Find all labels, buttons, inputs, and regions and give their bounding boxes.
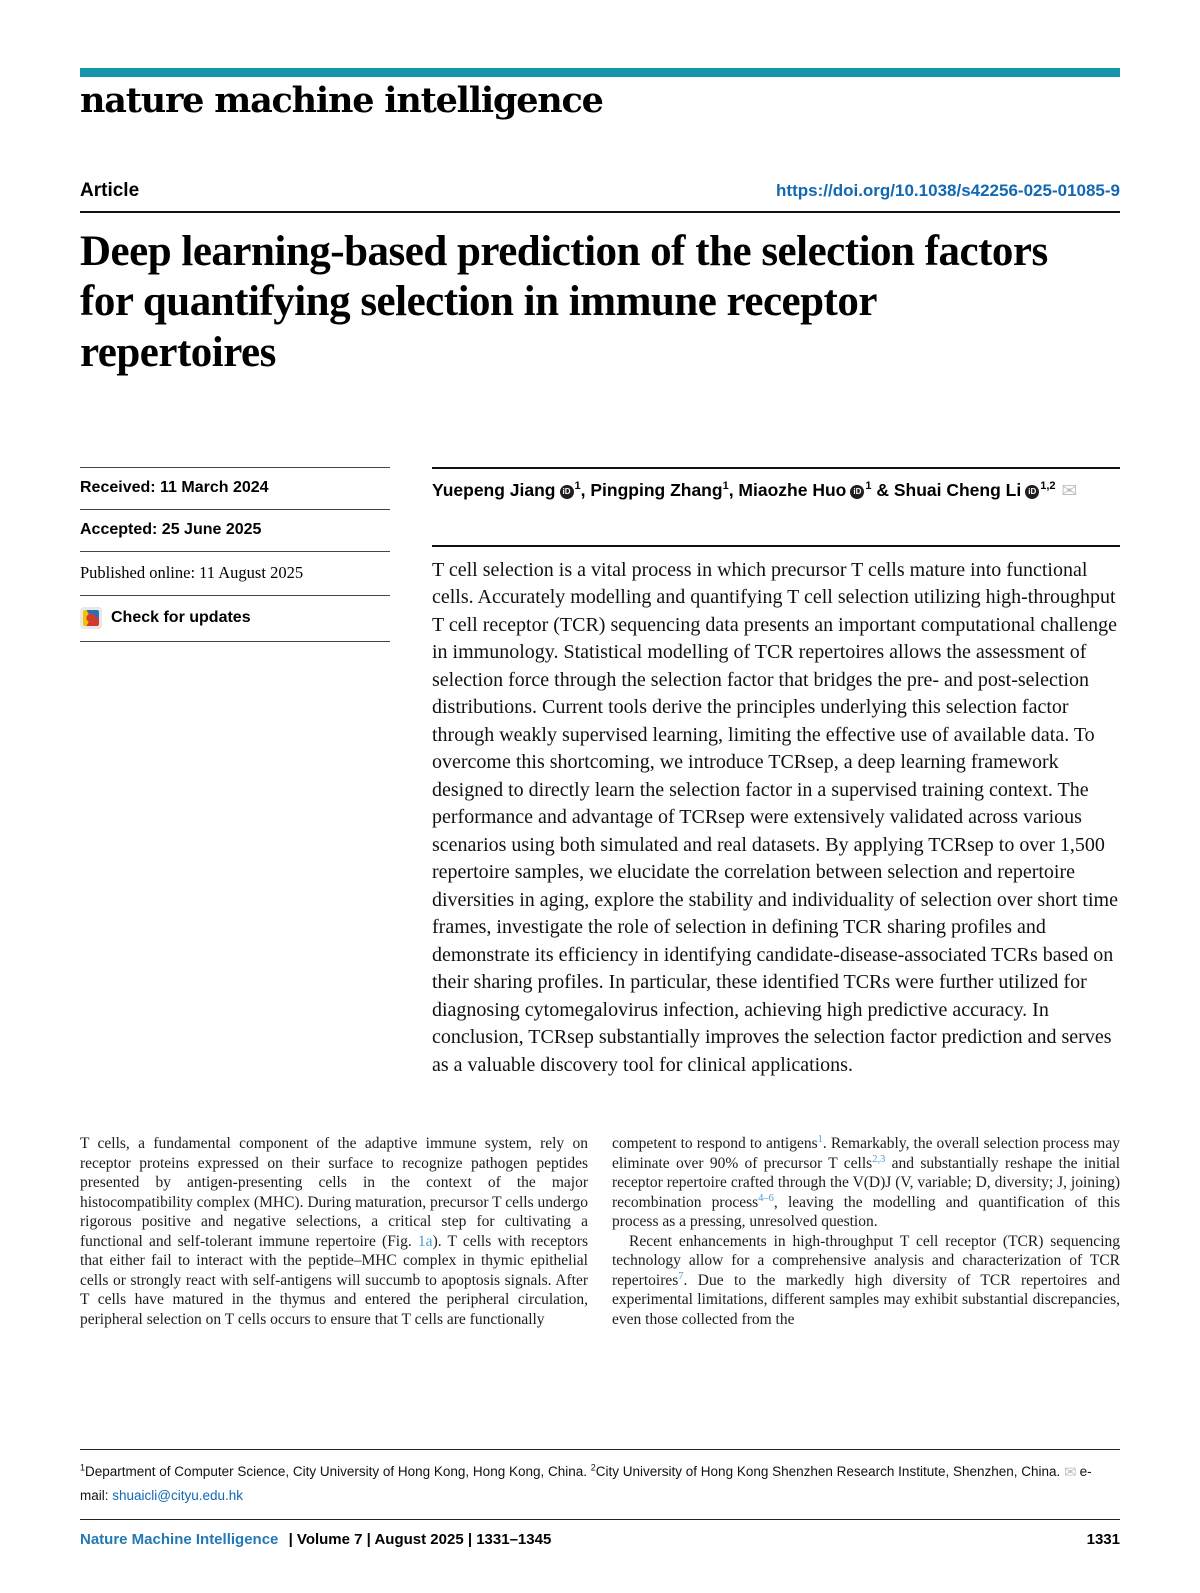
page-footer — [80, 1519, 1120, 1548]
text-run: T cells, a fundamental component of the adaptive immune system, rely on receptor proteins expressed on their surface to recognize pathogen peptides presented by antigen-presenting cells in the context of the major histocompatibility complex (MHC). During maturation, precursor T cells undergo rigorous positive and negative selections, a critical step for cultivating a functional and self-tolerant immune repertoire (Fig. — [80, 1135, 588, 1250]
text-run: City University of Hong Kong Shenzhen Research Institute, Shenzhen, China. — [595, 1464, 1065, 1479]
orcid-icon[interactable]: iD — [850, 485, 864, 499]
affiliations-footnote — [80, 1449, 1120, 1507]
text-run: , leaving the modelling and quantification of this process as a pressing, unresolved question. — [612, 1193, 1121, 1231]
body-text-section — [80, 1134, 1120, 1329]
article-header-row — [80, 180, 1120, 202]
text-run: & — [871, 479, 894, 500]
text-run: and substantially reshape the initial receptor repertoire crafted through the V(D)J (V, variable; D, diversity; J, joining) recombination process — [612, 1154, 1121, 1211]
body-right-column — [612, 1134, 1120, 1329]
check-for-updates-label: Check for updates — [111, 608, 251, 626]
text-run: . Due to the markedly high diversity of TCR repertoires and experimental limitations, different samples may exhibit substantial discrepancies, even those collected from the — [612, 1271, 1120, 1328]
author-name: Pingping Zhang — [590, 479, 723, 500]
published-date: Published online: 11 August 2025 — [80, 551, 390, 595]
superscript: 1 — [574, 480, 581, 493]
body-paragraph — [612, 1134, 1120, 1232]
text-run: , — [580, 479, 591, 500]
superscript: 1 — [722, 480, 729, 493]
superscript: 1 — [865, 480, 872, 493]
affiliations-text — [80, 1460, 1120, 1507]
received-date: Received: 11 March 2024 — [80, 467, 390, 509]
superscript: 1,2 — [1040, 480, 1056, 493]
reference-link[interactable]: 7 — [678, 1270, 684, 1282]
meta-abstract-section — [80, 467, 1120, 1079]
crossmark-icon — [80, 607, 102, 629]
journal-logo: nature machine intelligence — [80, 80, 603, 121]
body-paragraph — [80, 1134, 588, 1329]
orcid-icon[interactable]: iD — [560, 485, 574, 499]
footer-issue-info: | Volume 7 | August 2025 | 1331–1345 — [288, 1531, 552, 1548]
body-paragraph — [612, 1232, 1120, 1330]
page-title: Deep learning-based prediction of the selection factors for quantifying selection in immune receptor repertoires — [80, 227, 1048, 377]
abstract-rule — [432, 545, 1120, 547]
page-number: 1331 — [1086, 1531, 1120, 1548]
author-name: Miaozhe Huo — [738, 479, 847, 500]
journal-footer-link[interactable]: Nature Machine Intelligence — [80, 1531, 279, 1548]
accepted-date: Accepted: 25 June 2025 — [80, 509, 390, 551]
figure-1a-link[interactable]: 1a — [417, 1232, 433, 1250]
reference-link[interactable]: 2,3 — [872, 1153, 886, 1165]
author-name: Yuepeng Jiang — [432, 479, 556, 500]
text-run: competent to respond to antigens — [612, 1135, 818, 1153]
abstract-column — [432, 467, 1120, 1079]
envelope-icon: ✉ — [1064, 1463, 1077, 1481]
text-run: , — [728, 479, 739, 500]
header-rule — [80, 211, 1120, 213]
author-name: Shuai Cheng Li — [893, 479, 1022, 500]
check-for-updates[interactable] — [80, 595, 390, 642]
brand-color-bar — [80, 68, 1120, 77]
envelope-icon: ✉ — [1061, 479, 1078, 502]
footer-rule — [80, 1519, 1120, 1520]
email-link[interactable]: shuaicli@cityu.edu.hk — [112, 1487, 244, 1503]
article-history-panel — [80, 467, 390, 1079]
doi-link[interactable]: https://doi.org/10.1038/s42256-025-01085-9 — [776, 180, 1120, 200]
reference-link[interactable]: 1 — [817, 1133, 823, 1145]
body-left-column — [80, 1134, 588, 1329]
superscript: 1 — [80, 1462, 86, 1473]
reference-link[interactable]: 4–6 — [758, 1192, 774, 1204]
text-run: . Remarkably, the overall selection process may eliminate over 90% of precursor T cells — [612, 1135, 1120, 1172]
text-run: Department of Computer Science, City University of Hong Kong, Hong Kong, China. — [85, 1464, 591, 1479]
author-list — [432, 469, 1120, 545]
footnote-rule — [80, 1449, 1120, 1450]
text-run: ). T cells with receptors that either fail to interact with the peptide–MHC complex in thymic epithelial cells or strongly react with self-antigens will succumb to apoptosis signals. After T cells have matured in the thymus and entered the peripheral circulation, peripheral selection on T cells occurs to ensure that T cells are functionally — [80, 1232, 588, 1328]
article-type-label: Article — [80, 179, 140, 201]
text-run: Recent enhancements in high-throughput T cell receptor (TCR) sequencing technology allow for a comprehensive analysis and characterization of TCR repertoires — [612, 1232, 1120, 1289]
text-run: e-mail: — [80, 1464, 1092, 1503]
abstract-text: T cell selection is a vital process in which precursor T cells mature into functional cells. Accurately modelling and quantifying T cell selection utilizing high-throughput T cell receptor (TCR) sequencing data presents an important computational challenge in immunology. Statistical modelling of TCR repertoires allows the assessment of selection force through the selection factor that bridges the pre- and post-selection distributions. Current tools derive the principles underlying this selection factor through weakly supervised learning, limiting the effective use of available data. To overcome this shortcoming, we introduce TCRsep, a deep learning framework designed to directly learn the selection factor in a supervised training context. The performance and advantage of TCRsep were extensively validated across various scenarios using both simulated and real datasets. By applying TCRsep to over 1,500 repertoire samples, we elucidate the correlation between selection and repertoire diversities in aging, explore the stability and individuality of selection over short time frames, investigate the role of selection in defining TCR sharing profiles and demonstrate its efficiency in identifying candidate-disease-associated TCRs based on their sharing profiles. In particular, these identified TCRs were further utilized for diagnosing cytomegalovirus infection, achieving high predictive accuracy. In conclusion, TCRsep substantially improves the selection factor prediction and serves as a valuable discovery tool for clinical applications. — [432, 558, 1118, 1076]
orcid-icon[interactable]: iD — [1025, 485, 1039, 499]
superscript: 2 — [590, 1462, 596, 1473]
footer-citation — [80, 1531, 551, 1548]
